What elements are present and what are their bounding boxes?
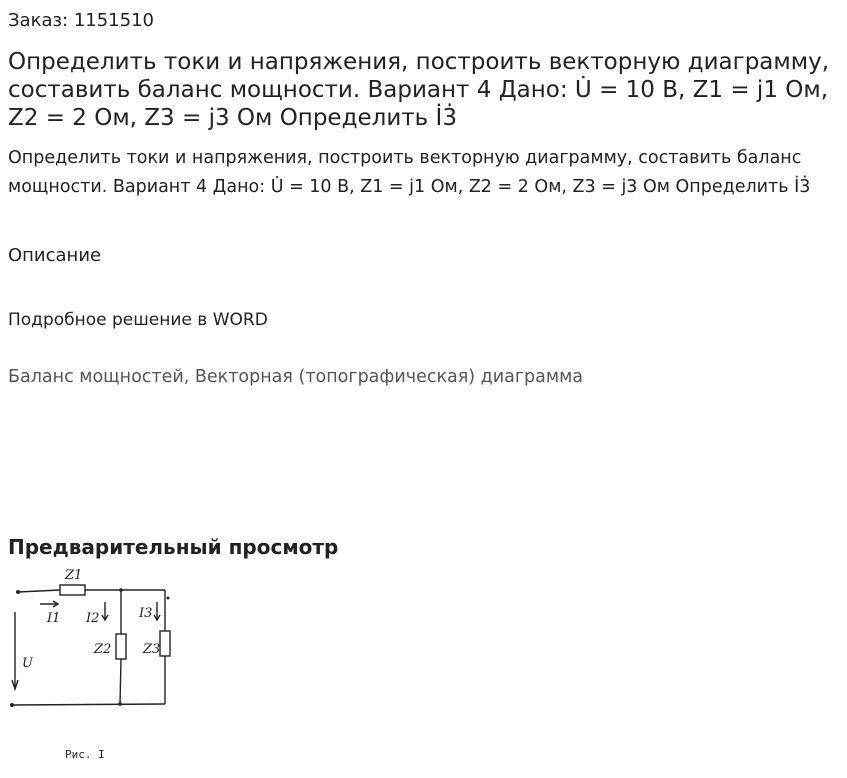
z2-resistor [116,634,126,659]
voltage-label: U [22,656,33,671]
page-title: Определить токи и напряжения, построить векторную диаграмму, составить баланс мощности. Вариант 4 Дано: U̇ = 10 В, Z1 = j1 Ом, Z2 = 2 Ом, Z3 = j3 Ом Определить İ3̇ [8,49,830,131]
i2-label: I2 [86,611,100,626]
z1-resistor [60,585,85,595]
preview-heading: Предварительный просмотр [8,535,339,559]
topic-tags: Баланс мощностей, Векторная (топографическая) диаграмма [8,367,584,387]
z3-resistor [160,631,170,656]
z1-label: Z1 [65,568,83,583]
i1-label: I1 [47,611,61,626]
description-heading: Описание [8,245,102,266]
i3-label: I3 [139,606,153,621]
top-wire [18,590,60,592]
task-description: Определить токи и напряжения, построить векторную диаграмму, составить баланс мощности. Вариант 4 Дано: U̇ = 10 В, Z1 = j1 Ом, Z2 = 2 Ом, Z3 = j3 Ом Определить İ3̇ [8,148,811,197]
order-number: Заказ: 1151510 [8,10,154,31]
figure-caption: Рис. I [65,748,105,761]
bottom-wire [12,704,165,705]
solution-format-text: Подробное решение в WORD [8,310,268,330]
z2-label: Z2 [94,642,112,657]
circuit-diagram-preview [0,562,200,772]
z3-label: Z3 [143,642,161,657]
